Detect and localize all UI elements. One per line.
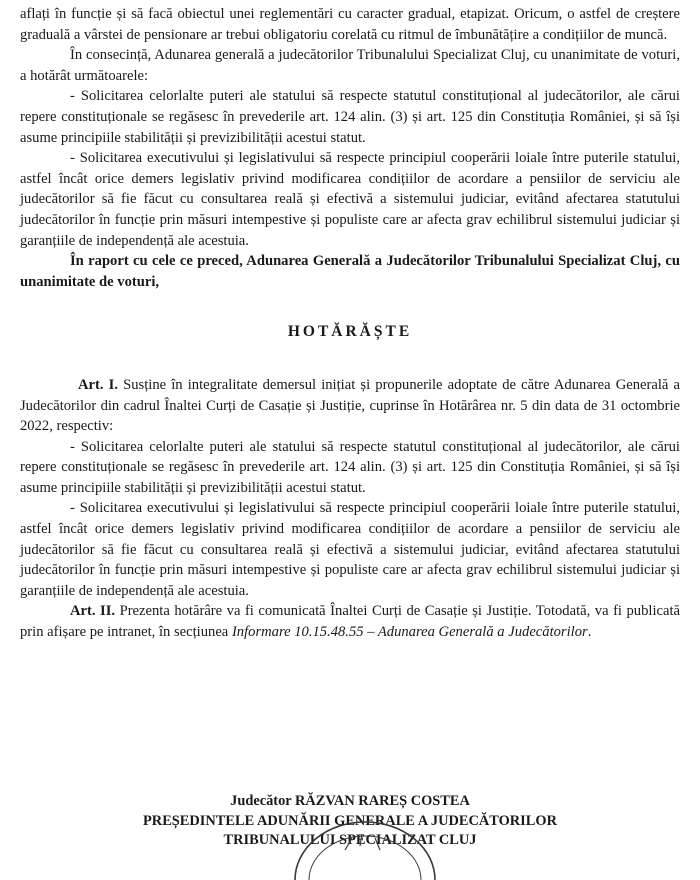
preamble-paragraph: În raport cu cele ce preced, Adunarea Generală a Judecătorilor Tribunalului Specializat Cluj, cu unanimitate de voturi, [20, 253, 680, 290]
article-2-label: Art. II. [70, 603, 116, 620]
article-1-text: Susține în integralitate demersul inițiat și propunerile adoptate de către Adunarea Generală a Judecătorilor din cadrul Înaltei Curți de Casație și Justiție, cuprinse în Hotărârea nr. 5 din data de 31 octombrie 2022, respectiv: [20, 376, 680, 435]
article-1-item-2: - Solicitarea executivului și legislativului să respecte principiul cooperării loiale între puterile statului, astfel încât orice demers legislativ privind modificarea condițiilor de acordare a pensiilor de serviciu ale judecătorilor să fie făcut cu consultarea reală și efectivă a sistemului judiciar, evitând afectarea statutului judecătorilor în funcție prin măsuri intempestive și populiste care ar afecta grav echilibrul sistemului judiciar și garanțiile de independență ale acestuia. [20, 500, 680, 599]
consequence-paragraph: În consecință, Adunarea generală a judecătorilor Tribunalului Specializat Cluj, cu unanimitate de voturi, a hotărât următoarele: [20, 47, 680, 84]
signer-name: Judecător RĂZVAN RAREȘ COSTEA [230, 793, 470, 809]
official-stamp-image [290, 810, 440, 880]
article-1-item-1: - Solicitarea celorlalte puteri ale statului să respecte statutul constituțional al judecătorilor, ale cărui repere constituționale se regăsesc în prevederile art. 124 alin. (3) și art. 125 din Constituția României, și să își asume principiile stabilității și previzibilității acestui statut. [20, 438, 680, 496]
article-1-paragraph [20, 375, 680, 437]
article-2-end: . [587, 624, 592, 641]
consequence-item-2: - Solicitarea executivului și legislativului să respecte principiul cooperării loiale între puterile statului, astfel încât orice demers legislativ privind modificarea condițiilor de acordare a pensiilor de serviciu ale judecătorilor să fie făcut cu consultarea reală și efectivă a sistemului judiciar, evitând afectarea statutului judecătorilor în funcție prin măsuri intempestive și populiste care ar afecta grav echilibrul sistemului judiciar și garanțiile de independență ale acestuia. [20, 150, 680, 249]
consequence-item-1: - Solicitarea celorlalte puteri ale statului să respecte statutul constituțional al judecătorilor, ale cărui repere constituționale se regăsesc în prevederile art. 124 alin. (3) și art. 125 din Constituția României, și să își asume principiile stabilității și previzibilității acestui statut. [20, 88, 680, 146]
intro-paragraph: aflați în funcție și să facă obiectul unei reglementări cu caracter gradual, etapizat. Oricum, o astfel de creștere graduală a vârstei de pensionare ar trebui obligatoriu corelată cu ritmul de îmbunătățire a condițiilor de muncă. [20, 6, 680, 43]
signer-title: PREȘEDINTELE ADUNĂRII GENERALE A JUDECĂTORILOR [143, 812, 557, 829]
article-2-section-name: Informare 10.15.48.55 – Adunarea Generală a Judecătorilor [231, 624, 588, 641]
document-page [20, 4, 680, 848]
signer-institution: TRIBUNALULUI SPECIALIZAT CLUJ [223, 832, 477, 848]
article-2-text: Prezenta hotărâre va fi comunicată Înaltei Curți de Casație și Justiție. Totodată, va fi publicată prin afișare pe intranet, în secțiunea [20, 603, 680, 641]
article-1-label: Art. I. [78, 376, 118, 393]
article-2-paragraph [20, 601, 680, 642]
decision-title: HOTĂRĂȘTE [287, 323, 413, 341]
